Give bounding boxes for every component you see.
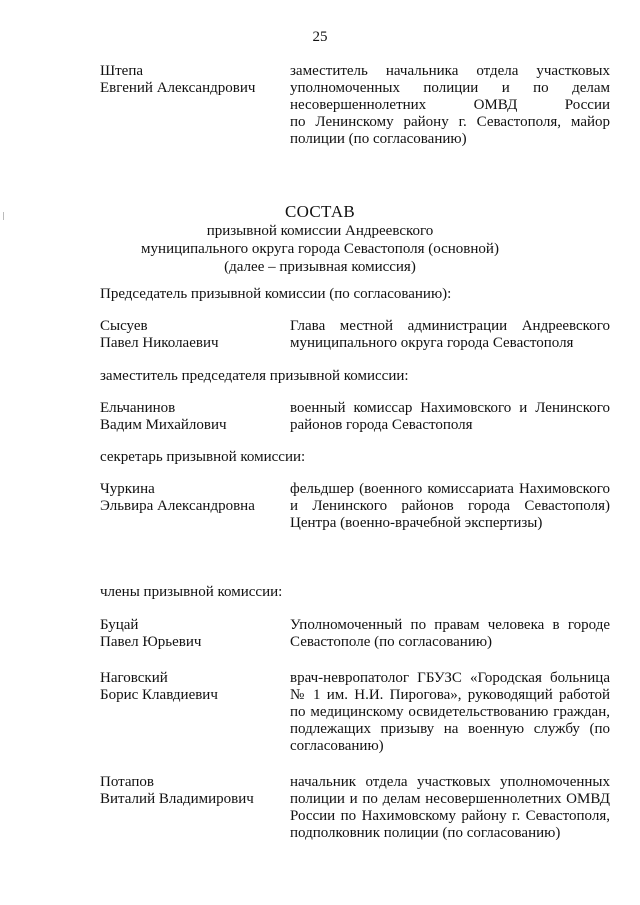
role-line: по Ленинскому району г. Севастополя, майор — [290, 114, 610, 130]
composition-subtitle-line: муниципального округа города Севастополя (основной) — [141, 241, 499, 257]
person-role: начальник отдела участковых уполномоченных полиции и по делам несовершеннолетних ОМВД России по Нахимовскому району г. Севастополя, подполковник полиции (по согласованию) — [290, 774, 610, 841]
chairman-label: Председатель призывной комиссии (по согласованию): — [100, 286, 452, 302]
person-surname: Потапов — [100, 774, 154, 790]
role-line: полиции (по согласованию) — [290, 131, 467, 147]
person-given-names: Павел Николаевич — [100, 335, 219, 351]
entry-member — [100, 617, 610, 653]
person-name — [100, 481, 280, 515]
composition-subtitle-line: призывной комиссии Андреевского — [206, 223, 434, 239]
person-given-names: Эльвира Александровна — [100, 498, 255, 514]
person-surname: Наговский — [100, 670, 168, 686]
entry-member — [100, 774, 610, 844]
person-name — [100, 774, 280, 808]
person-given-names: Павел Юрьевич — [100, 634, 202, 650]
composition-heading: СОСТАВ — [284, 202, 356, 221]
deputy-label: заместитель председателя призывной комиссии: — [100, 368, 409, 384]
entry-deputy — [100, 400, 610, 436]
person-surname: Штепа — [100, 63, 144, 79]
person-surname: Буцай — [100, 617, 139, 633]
entry-member — [100, 670, 610, 758]
person-given-names: Евгений Александрович — [100, 80, 256, 96]
members-label: члены призывной комиссии: — [100, 584, 283, 600]
person-given-names: Борис Клавдиевич — [100, 687, 218, 703]
person-role — [290, 63, 610, 148]
person-name — [100, 617, 280, 651]
person-surname: Чуркина — [100, 481, 155, 497]
person-surname: Ельчанинов — [100, 400, 176, 416]
role-line: уполномоченных полиции и по делам — [290, 80, 610, 96]
page-number: 25 — [312, 29, 328, 45]
person-role: фельдшер (военного комиссариата Нахимовского и Ленинского районов города Севастополя) Центра (военно-врачебной экспертизы) — [290, 481, 610, 531]
entry-chairman — [100, 318, 610, 354]
composition-title — [0, 203, 640, 277]
person-role: Глава местной администрации Андреевского муниципального округа города Севастополя — [290, 318, 610, 351]
person-given-names: Вадим Михайлович — [100, 417, 227, 433]
person-role: военный комиссар Нахимовского и Ленинского районов города Севастополя — [290, 400, 610, 433]
person-name — [100, 670, 280, 704]
entry-shtepa — [100, 63, 610, 153]
role-line: заместитель начальника отдела участковых — [290, 63, 610, 79]
person-name — [100, 318, 280, 352]
secretary-label: секретарь призывной комиссии: — [100, 449, 306, 465]
person-role: Уполномоченный по правам человека в городе Севастополе (по согласованию) — [290, 617, 610, 650]
person-name — [100, 400, 280, 434]
person-surname: Сысуев — [100, 318, 148, 334]
person-name — [100, 63, 280, 97]
entry-secretary — [100, 481, 610, 551]
composition-subtitle-line: (далее – призывная комиссия) — [224, 259, 416, 275]
person-role: врач-невропатолог ГБУЗС «Городская больница № 1 им. Н.И. Пирогова», руководящий работой по медицинскому освидетельствованию граждан, подлежащих призыву на военную службу (по согласованию) — [290, 670, 610, 754]
role-line: несовершеннолетних ОМВД России — [290, 97, 610, 113]
person-given-names: Виталий Владимирович — [100, 791, 254, 807]
